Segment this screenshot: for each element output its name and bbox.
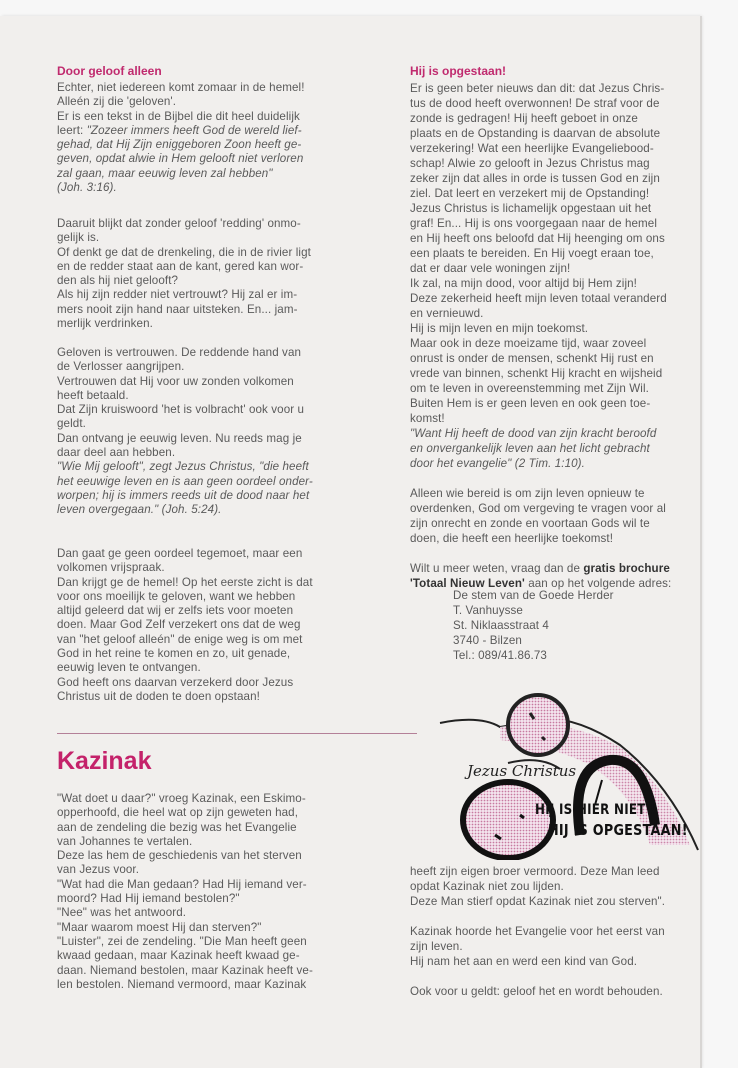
text-line: de Verlosser aangrijpen. — [57, 360, 185, 374]
text-line: God in het reine te komen en zo, uit genade, — [57, 647, 291, 661]
text-line: schap! Alwie zo gelooft in Jezus Christus mag — [410, 157, 650, 170]
text-line — [410, 561, 671, 576]
text-line: en vernieuwd. — [410, 307, 484, 320]
text-span: "Zozeer immers heeft God de wereld lief- — [86, 123, 302, 137]
text-line: Vertrouwen dat Hij voor uw zonden volkomen — [57, 374, 294, 388]
text-span: Wilt u meer weten, vraag dan de — [410, 562, 584, 575]
text-line: Deze zekerheid heeft mijn leven totaal veranderd — [410, 292, 667, 305]
text-line: Hij nam het aan en werd een kind van God. — [410, 955, 638, 968]
text-line: Als hij zijn redder niet vertrouwt? Hij zal er im- — [57, 288, 298, 302]
banner-line-1: HIJ IS HIER NIET ! — [535, 802, 656, 818]
text-line — [410, 456, 671, 471]
text-line: van Johannes te vertalen. — [57, 834, 193, 848]
text-span: "Wie Mij gelooft", zegt Jezus Christus, "die heeft — [57, 460, 309, 474]
text-line: om te leven in overeenstemming met Zijn Wil. — [410, 382, 649, 395]
text-line: tus de dood heeft overwonnen! De straf voor de — [410, 97, 660, 110]
text-line: 3740 - Bilzen — [453, 634, 522, 647]
text-line: Buiten Hem is er geen leven en ook geen toe- — [410, 397, 651, 410]
text-line: komst! — [410, 412, 445, 425]
text-line: Dan krijgt ge de hemel! Op het eerste zicht is dat — [57, 575, 313, 589]
text-line: leven overgegaan." (Joh. 5:24). — [57, 503, 222, 517]
text-line: verzekering! Wat een heerlijke Evangeliebood- — [410, 142, 654, 155]
text-line: God heeft ons daarvan verzekerd door Jezus — [57, 675, 294, 689]
text-line: Of denkt ge dat de drenkeling, die in de rivier ligt — [57, 245, 311, 259]
text-line: eeuwig leven te ontvangen. — [57, 661, 201, 675]
text-line: Daaruit blijkt dat zonder geloof 'redding' onmo- — [57, 217, 301, 230]
paragraph-block — [57, 81, 305, 195]
text-line: Echter, niet iedereen komt zomaar in de hemel! — [57, 81, 305, 94]
text-line: moord? Had Hij iemand bestolen?" — [57, 892, 240, 906]
text-line: "Want Hij heeft de dood van zijn kracht beroofd — [410, 427, 657, 440]
text-line: gelijk is. — [57, 231, 100, 245]
text-line: "Maar waarom moest Hij dan sterven?" — [57, 920, 262, 934]
text-line: "Wat doet u daar?" vroeg Kazinak, een Eskimo- — [57, 792, 306, 805]
text-line — [410, 969, 665, 984]
text-line: zonde is gedragen! Hij heeft geboet in onze — [410, 112, 638, 125]
text-line: plaats en de Opstanding is daarvan de absolute — [410, 127, 661, 140]
paragraph-block — [57, 346, 313, 518]
text-line: St. Niklaasstraat 4 — [453, 619, 549, 632]
text-line: geven, opdat alwie in Hem gelooft niet verloren — [57, 152, 304, 166]
text-line: Alleén zij die 'geloven'. — [57, 95, 177, 109]
text-line — [57, 124, 305, 138]
text-line: Dan gaat ge geen oordeel tegemoet, maar een — [57, 547, 303, 560]
text-line: Ik zal, na mijn dood, voor altijd bij Hem zijn! — [410, 277, 638, 290]
text-line: "Luister", zei de zendeling. "Die Man heeft geen — [57, 934, 307, 948]
kazinak-story — [57, 792, 313, 992]
text-line — [410, 546, 671, 561]
text-line: opdat Kazinak niet zou lijden. — [410, 880, 564, 893]
text-line: worpen; hij is immers reeds uit de dood naar het — [57, 488, 310, 502]
text-line — [57, 460, 313, 474]
text-line: Deze Man stierf opdat Kazinak niet zou sterven". — [410, 895, 666, 908]
text-line: altijd geleerd dat wij er zelfs iets voor moeten — [57, 604, 294, 618]
text-line: gehad, dat Hij Zijn eniggeboren Zoon heeft ge- — [57, 138, 302, 152]
text-line: opperhoofd, die heel wat op zijn geweten had, — [57, 806, 299, 820]
text-span: leert: — [57, 123, 87, 137]
text-line: "Nee" was het antwoord. — [57, 906, 187, 920]
text-line: doen, die heeft een heerlijke toekomst! — [410, 532, 614, 545]
text-line: graf! En... Hij is ons voorgegaan naar de hemel — [410, 217, 658, 230]
text-line — [410, 909, 665, 924]
text-line: mers nooit zijn hand naar uitsteken. En... jam- — [57, 302, 298, 316]
text-span: aan op het volgende adres: — [524, 577, 672, 590]
section-divider — [57, 733, 417, 734]
text-span: 'Totaal Nieuw Leven' — [410, 577, 525, 590]
text-line: aan de zendeling die bezig was het Evangelie — [57, 820, 297, 834]
text-line: Jezus Christus is lichamelijk opgestaan uit het — [410, 202, 652, 215]
paragraph-block — [57, 217, 311, 331]
text-line: en onvergankelijk leven aan het licht gebracht — [410, 442, 650, 455]
text-line: doen. Maar God Zelf verzekert ons dat de weg — [57, 618, 301, 632]
text-line: voor ons moeilijk te geloven, want we hebben — [57, 589, 296, 603]
text-line: een plaats te bereiden. En Hij voegt eraan toe, — [410, 247, 654, 260]
contact-address — [453, 588, 614, 663]
text-line: zijn onrecht en zonde en voortaan Gods wil te — [410, 517, 650, 530]
text-line: Christus uit de doden te doen opstaan! — [57, 689, 260, 703]
text-line: T. Vanhuysse — [453, 604, 523, 617]
text-line: Ook voor u geldt: geloof het en wordt behouden. — [410, 985, 663, 998]
text-span: door het evangelie" (2 Tim. 1:10). — [410, 457, 585, 470]
text-line — [410, 471, 671, 486]
text-line: van Jezus voor. — [57, 863, 140, 877]
text-line: heeft betaald. — [57, 388, 129, 402]
text-line: en Hij heeft ons beloofd dat Hij heenging om ons — [410, 232, 665, 245]
text-line: Geloven is vertrouwen. De reddende hand van — [57, 346, 302, 359]
text-line: onrust is onder de mensen, schenkt Hij rust en — [410, 352, 654, 365]
text-line: Er is een tekst in de Bijbel die dit heel duidelijk — [57, 109, 300, 123]
text-line: ziel. Dat leert en verzekert mij de Opstanding! — [410, 187, 650, 200]
text-line: daan. Niemand bestolen, maar Kazinak heeft ve- — [57, 963, 313, 977]
text-line: "Wat had die Man gedaan? Had Hij iemand ver- — [57, 877, 307, 891]
text-line: den als hij niet gelooft? — [57, 274, 179, 288]
text-line: Tel.: 089/41.86.73 — [453, 649, 547, 662]
text-line: zal gaan, maar eeuwig leven zal hebben" — [57, 166, 273, 180]
text-line: Hij is mijn leven en mijn toekomst. — [410, 322, 589, 335]
page-edge — [700, 16, 702, 1068]
text-line: vrede van binnen, schenkt Hij kracht en wijsheid — [410, 367, 663, 380]
text-span: gratis brochure — [583, 562, 670, 575]
kazinak-story-continued — [410, 864, 665, 999]
text-line: Deze las hem de geschiedenis van het sterven — [57, 849, 302, 863]
jezus-christus-lettering: Jezus Christus — [467, 762, 577, 780]
text-line: De stem van de Goede Herder — [453, 589, 614, 602]
text-line: Maar ook in deze moeizame tijd, waar zoveel — [410, 337, 647, 350]
text-line: merlijk verdrinken. — [57, 317, 153, 331]
text-line: Dat Zijn kruiswoord 'het is volbracht' ook voor u — [57, 403, 305, 417]
text-line: (Joh. 3:16). — [57, 181, 117, 195]
text-line: len bestolen. Niemand vermoord, maar Kazinak — [57, 977, 307, 991]
text-line: kwaad gedaan, maar Kazinak heeft kwaad ge- — [57, 949, 300, 963]
banner-line-2: HIJ IS OPGESTAAN! — [548, 821, 688, 839]
text-line: Dan ontvang je eeuwig leven. Nu reeds mag je — [57, 431, 302, 445]
text-line: Alleen wie bereid is om zijn leven opnieuw te — [410, 487, 645, 500]
text-line: volkomen vrijspraak. — [57, 561, 165, 575]
text-line: Kazinak hoorde het Evangelie voor het eerst van — [410, 925, 665, 938]
text-line: overdenken, God om vergeving te vragen voor al — [410, 502, 666, 515]
section-heading-hij-is-opgestaan: Hij is opgestaan! — [410, 64, 507, 78]
text-line: daar deel aan hebben. — [57, 446, 176, 460]
text-line: heeft zijn eigen broer vermoord. Deze Man leed — [410, 865, 660, 878]
text-line: Er is geen beter nieuws dan dit: dat Jezus Chris- — [410, 82, 665, 95]
text-line: geldt. — [57, 417, 86, 431]
text-line: het eeuwige leven en is aan geen oordeel onder- — [57, 474, 313, 488]
article-title-kazinak: Kazinak — [57, 747, 152, 775]
text-line: dat er daar vele woningen zijn! — [410, 262, 571, 275]
section-heading-door-geloof-alleen: Door geloof alleen — [57, 64, 162, 78]
text-line: zeker zijn dat alles in orde is tussen God en zijn — [410, 172, 660, 185]
text-line: zijn leven. — [410, 940, 463, 953]
text-line: van "het geloof alleén" de enige weg is om met — [57, 632, 303, 646]
right-column-text — [410, 81, 671, 591]
text-line: en de redder staat aan de kant, gered kan wor- — [57, 259, 304, 273]
paragraph-block — [57, 547, 313, 704]
